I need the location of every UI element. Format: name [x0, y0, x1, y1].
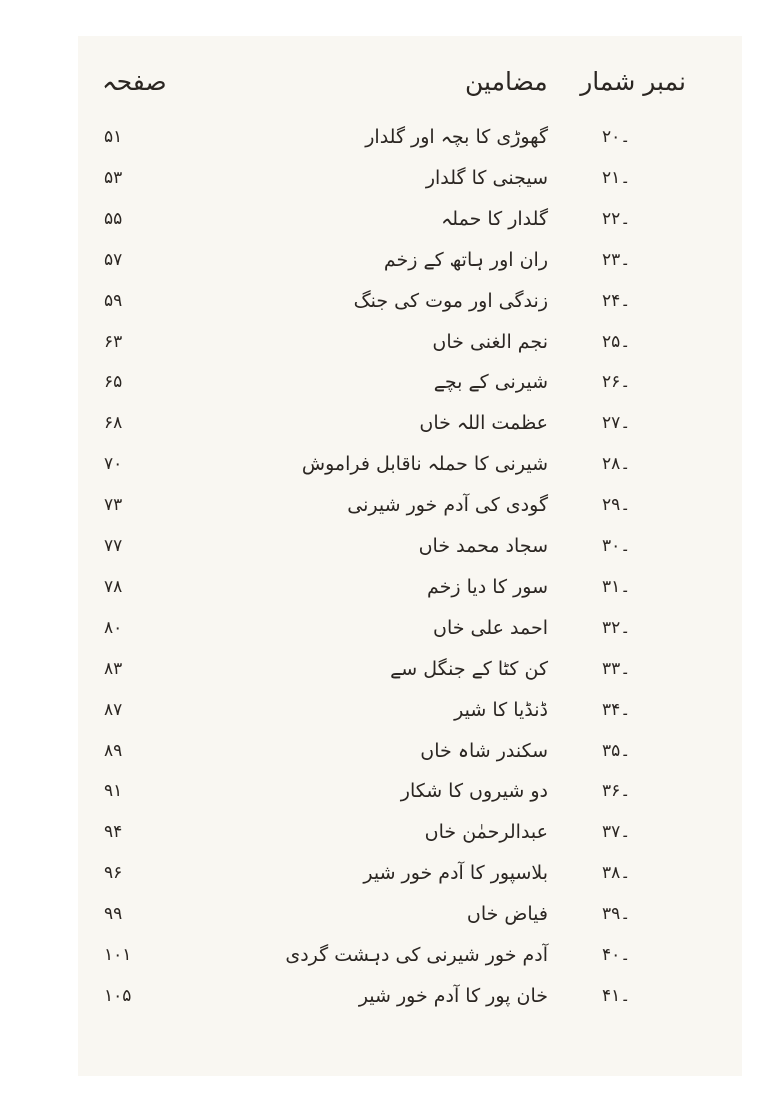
- toc-row: [0, 613, 780, 643]
- toc-title: دو شیروں کا شکار: [400, 780, 548, 803]
- page-heading: صفحہ: [102, 67, 167, 96]
- toc-serial-number: ۳۰۔: [602, 536, 631, 556]
- toc-page-number: ۹۴: [104, 822, 123, 843]
- toc-row: [0, 817, 780, 847]
- toc-page-number: ۹۶: [104, 863, 123, 884]
- toc-row: [0, 858, 780, 888]
- toc-title: سور کا دیا زخم: [427, 575, 548, 598]
- toc-title: بلاسپور کا آدم خور شیر: [363, 862, 548, 885]
- toc-row: [0, 163, 780, 193]
- toc-title: شیرنی کا حملہ ناقابل فراموش: [301, 453, 548, 476]
- toc-serial-number: ۲۵۔: [602, 331, 631, 352]
- toc-row: [0, 981, 780, 1011]
- toc-title: سیجنی کا گلدار: [425, 166, 548, 189]
- serial-number-heading: نمبر شمار: [580, 67, 686, 96]
- toc-serial-number: ۲۶۔: [602, 372, 631, 393]
- toc-page-number: ۶۳: [104, 331, 123, 352]
- toc-serial-number: ۳۲۔: [602, 617, 631, 638]
- toc-row: [0, 531, 780, 561]
- toc-page-number: ۹۹: [104, 904, 123, 925]
- toc-page-number: ۱۰۱: [104, 945, 132, 965]
- toc-serial-number: ۲۲۔: [602, 208, 631, 229]
- toc-title: سجاد محمد خاں: [418, 535, 548, 557]
- toc-title: گودی کی آدم خور شیرنی: [347, 494, 548, 517]
- toc-row: [0, 940, 780, 970]
- toc-title: خان پور کا آدم خور شیر: [358, 984, 548, 1007]
- toc-serial-number: ۳۹۔: [602, 904, 631, 925]
- toc-row: [0, 367, 780, 397]
- toc-serial-number: ۳۳۔: [602, 658, 631, 679]
- toc-row: [0, 204, 780, 234]
- toc-row: [0, 572, 780, 602]
- toc-serial-number: ۳۸۔: [602, 863, 631, 884]
- toc-title: احمد علی خاں: [432, 616, 548, 639]
- toc-serial-number: ۲۰۔: [602, 127, 631, 147]
- toc-row: [0, 327, 780, 357]
- toc-row: [0, 122, 780, 152]
- toc-row: [0, 695, 780, 725]
- toc-title: فیاض خاں: [466, 903, 548, 926]
- toc-page-number: ۵۷: [104, 249, 123, 270]
- toc-row: [0, 245, 780, 275]
- toc-row: [0, 654, 780, 684]
- toc-page-number: ۷۳: [104, 495, 123, 516]
- toc-row: [0, 899, 780, 929]
- toc-serial-number: ۲۷۔: [602, 413, 631, 434]
- toc-page-number: ۵۵: [104, 208, 123, 229]
- toc-title: سکندر شاہ خاں: [420, 739, 548, 762]
- toc-row: [0, 449, 780, 479]
- toc-page-number: ۵۹: [104, 290, 123, 311]
- toc-serial-number: ۲۹۔: [602, 495, 631, 516]
- toc-serial-number: ۲۳۔: [602, 249, 631, 270]
- toc-serial-number: ۳۴۔: [602, 699, 631, 720]
- toc-serial-number: ۲۱۔: [602, 167, 631, 188]
- toc-page-number: ۸۳: [104, 658, 123, 679]
- toc-serial-number: ۳۵۔: [602, 740, 631, 761]
- toc-serial-number: ۲۴۔: [602, 290, 631, 311]
- toc-serial-number: ۴۰۔: [602, 945, 631, 965]
- toc-serial-number: ۳۷۔: [602, 822, 631, 843]
- toc-page-number: ۶۸: [104, 413, 123, 434]
- toc-title: عبدالرحمٰن خاں: [424, 821, 548, 844]
- toc-title: ڈنڈیا کا شیر: [454, 698, 548, 721]
- toc-serial-number: ۳۶۔: [602, 781, 631, 802]
- toc-title: گھوڑی کا بچہ اور گلدار: [365, 126, 548, 148]
- toc-page-number: ۶۵: [104, 372, 123, 393]
- toc-title: کن کٹا کے جنگل سے: [390, 657, 548, 680]
- toc-page-number: ۸۹: [104, 740, 123, 761]
- toc-page-number: ۷۰: [104, 454, 123, 475]
- toc-row: [0, 408, 780, 438]
- toc-serial-number: ۴۱۔: [602, 985, 631, 1006]
- toc-page-number: ۷۸: [104, 576, 123, 597]
- toc-row: [0, 490, 780, 520]
- toc-row: [0, 776, 780, 806]
- toc-page-number: ۸۷: [104, 699, 123, 720]
- toc-row: [0, 286, 780, 316]
- toc-serial-number: ۲۸۔: [602, 454, 631, 475]
- contents-heading: مضامین: [465, 67, 548, 96]
- toc-page-number: ۷۷: [104, 536, 123, 556]
- toc-serial-number: ۳۱۔: [602, 576, 631, 597]
- toc-title: شیرنی کے بچے: [433, 371, 548, 394]
- toc-title: عظمت اللہ خاں: [419, 412, 548, 435]
- toc-title: ران اور ہاتھ کے زخم: [383, 248, 548, 271]
- toc-row: [0, 736, 780, 766]
- toc-title: زندگی اور موت کی جنگ: [353, 289, 548, 312]
- toc-page-number: ۵۳: [104, 167, 123, 188]
- toc-page-number: ۸۰: [104, 617, 123, 638]
- toc-title: گلدار کا حملہ: [441, 207, 548, 230]
- toc-title: نجم الغنی خاں: [432, 330, 548, 353]
- toc-page-number: ۹۱: [104, 781, 123, 802]
- toc-page-number: ۱۰۵: [104, 985, 132, 1006]
- toc-page-number: ۵۱: [104, 127, 123, 147]
- toc-title: آدم خور شیرنی کی دہشت گردی: [285, 944, 548, 966]
